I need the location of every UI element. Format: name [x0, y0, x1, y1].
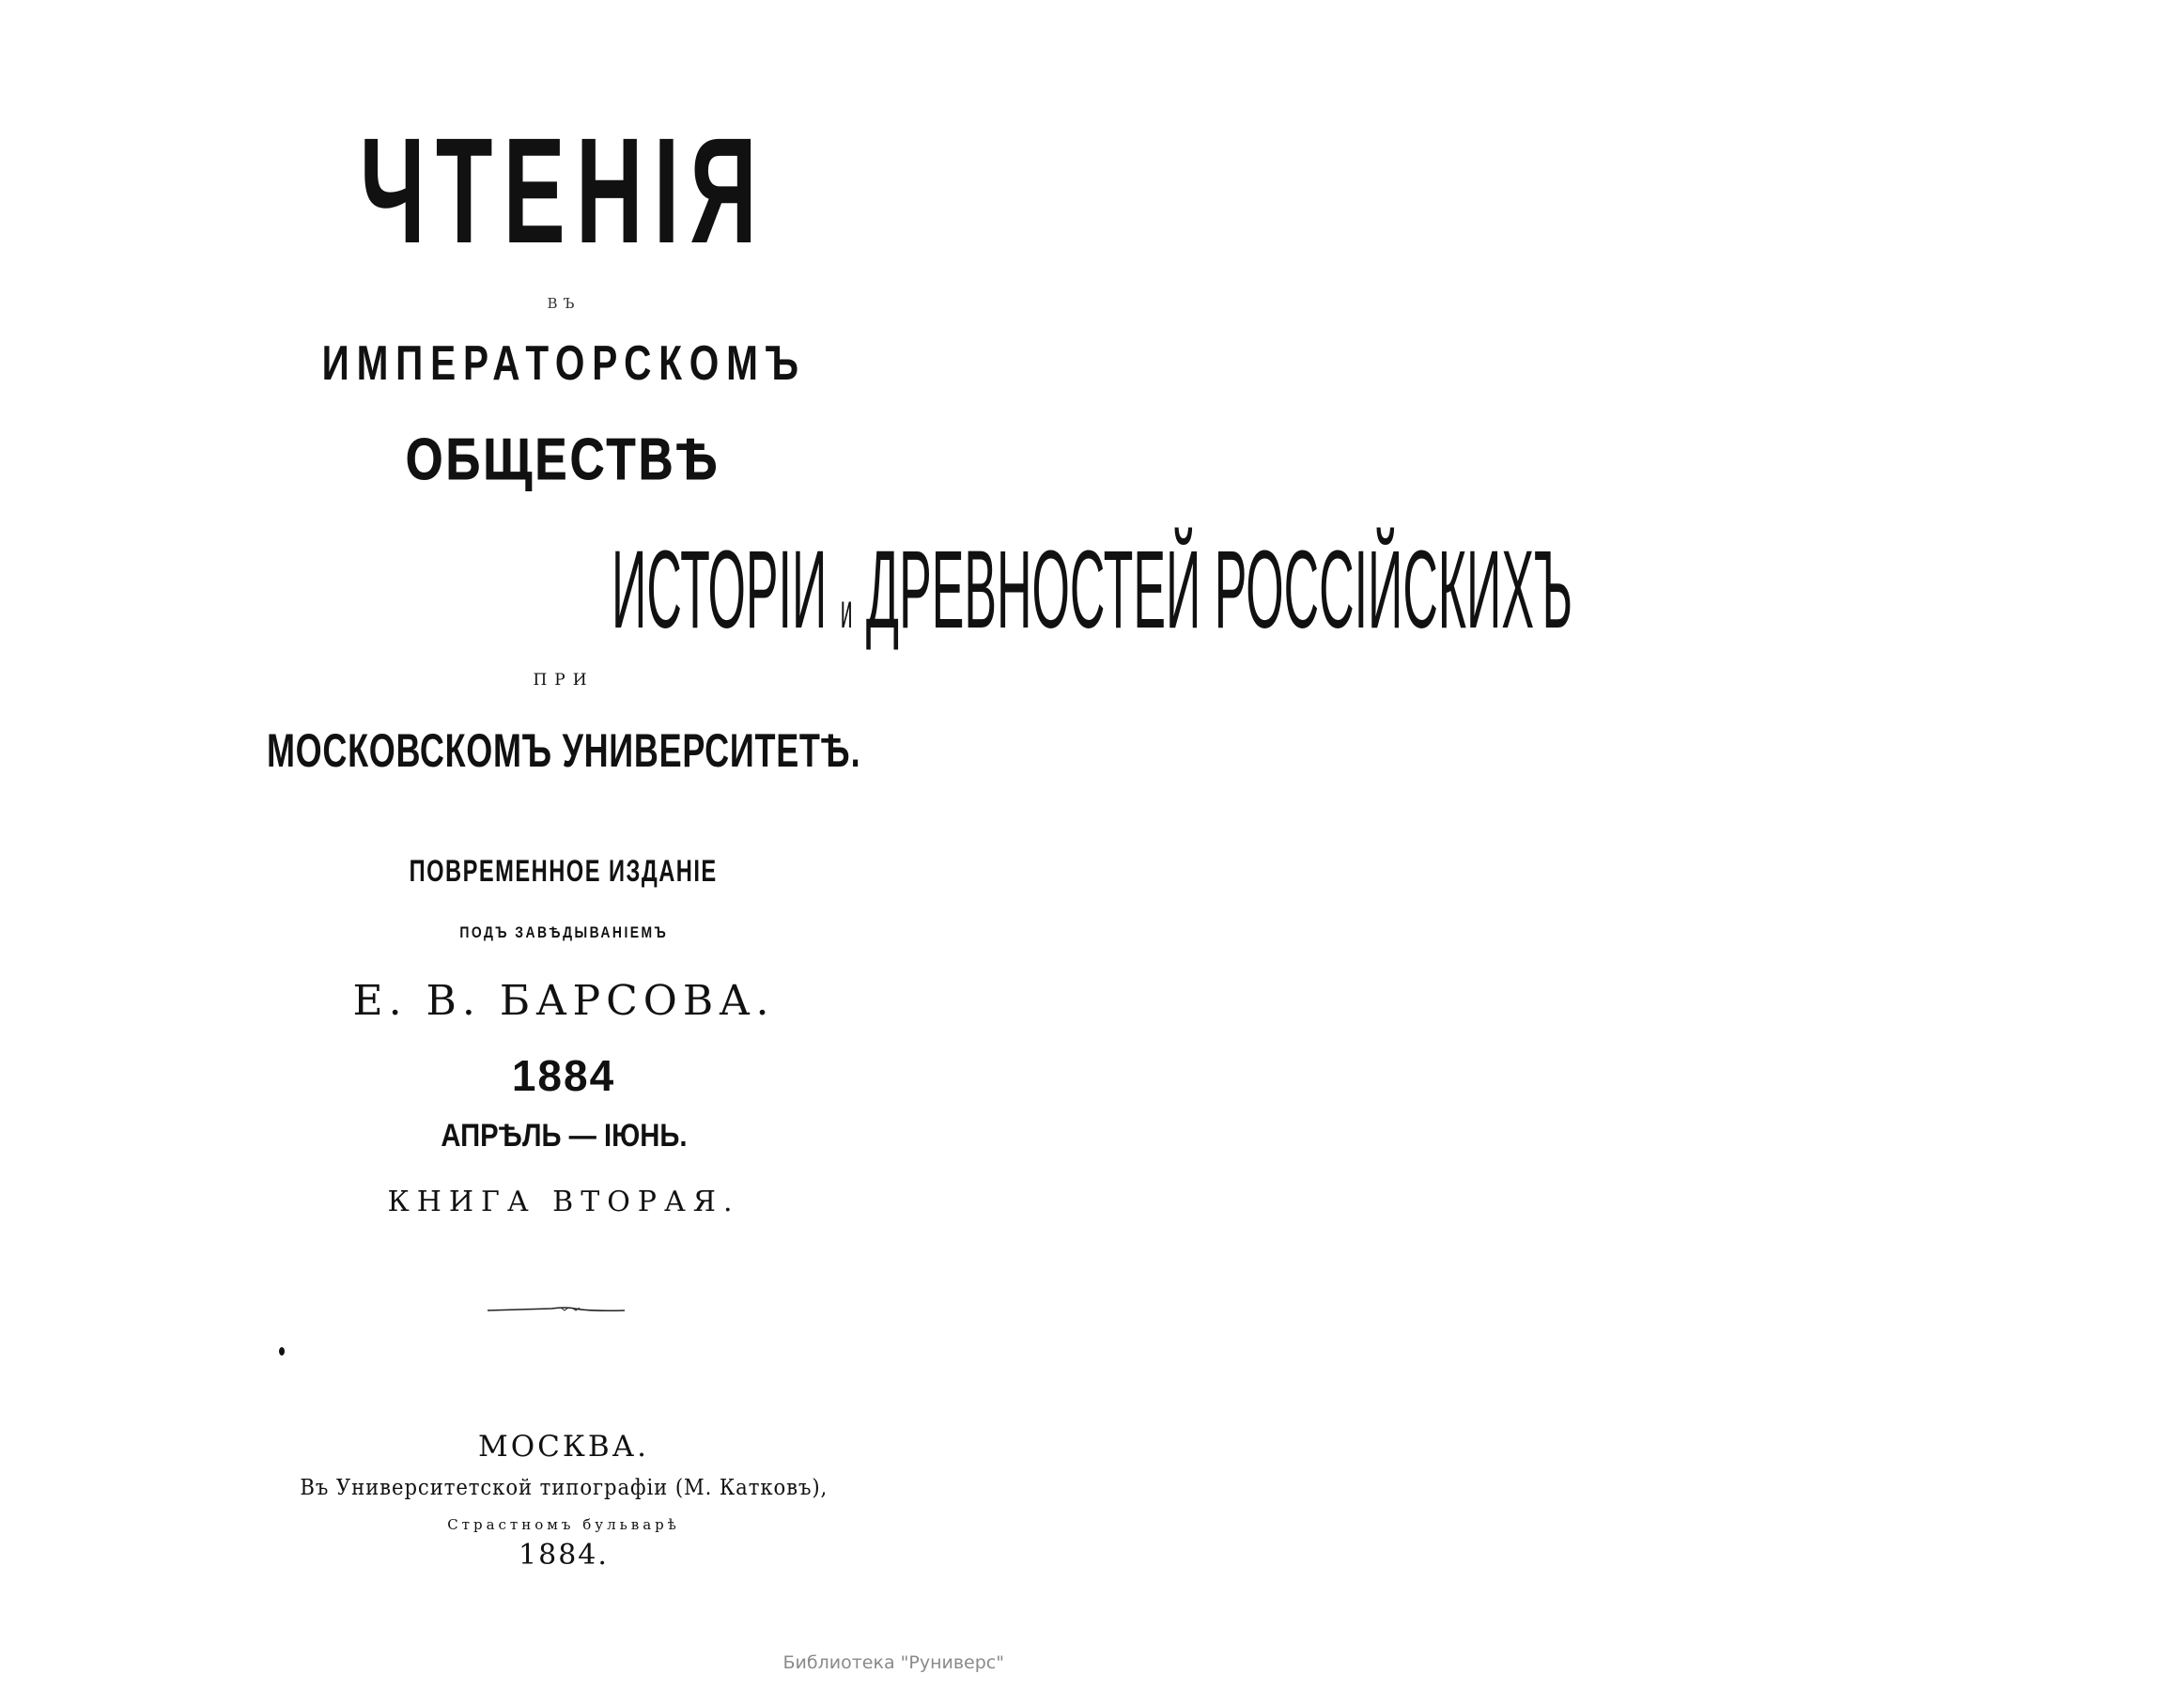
society-line: ОБЩЕСТВѢ	[406, 427, 721, 492]
editor-name: Е. В. БАРСОВА.	[352, 977, 775, 1025]
main-title: ЧТЕНІЯ	[360, 106, 767, 274]
imprint-year: 1884.	[519, 1539, 609, 1572]
ink-speck	[279, 1347, 285, 1356]
history-part2: ДРЕВНОСТЕЙ РОССІЙСКИХЪ	[865, 528, 1573, 652]
imprint-press: Въ Университетской типографіи (М. Катковъ),	[300, 1476, 828, 1500]
book-number: КНИГА ВТОРАЯ.	[387, 1186, 740, 1218]
periodic-edition-line: ПОВРЕМЕННОЕ ИЗДАНІЕ	[409, 854, 719, 888]
history-and: и	[840, 584, 853, 639]
preposition-line: ВЪ	[547, 295, 581, 312]
imprint-city: МОСКВА.	[478, 1430, 649, 1464]
ornament-rule	[486, 1305, 627, 1314]
history-part1: ИСТОРІИ	[612, 528, 828, 652]
history-line	[0, 528, 1573, 671]
library-watermark: Библиотека "Руниверс"	[782, 1652, 1004, 1673]
imprint-location: Страстномъ бульварѣ	[447, 1516, 680, 1533]
pri-line: ПРИ	[533, 671, 595, 690]
months-line: АПРѢЛЬ — ІЮНЬ.	[440, 1118, 688, 1154]
under-management-line: ПОДЪ ЗАВѢДЫВАНІЕМЪ	[459, 923, 668, 941]
imperial-line: ИМПЕРАТОРСКОМЪ	[321, 336, 806, 391]
publication-year: 1884	[511, 1051, 616, 1100]
moscow-university-line: МОСКОВСКОМЪ УНИВЕРСИТЕТѢ.	[266, 724, 861, 777]
